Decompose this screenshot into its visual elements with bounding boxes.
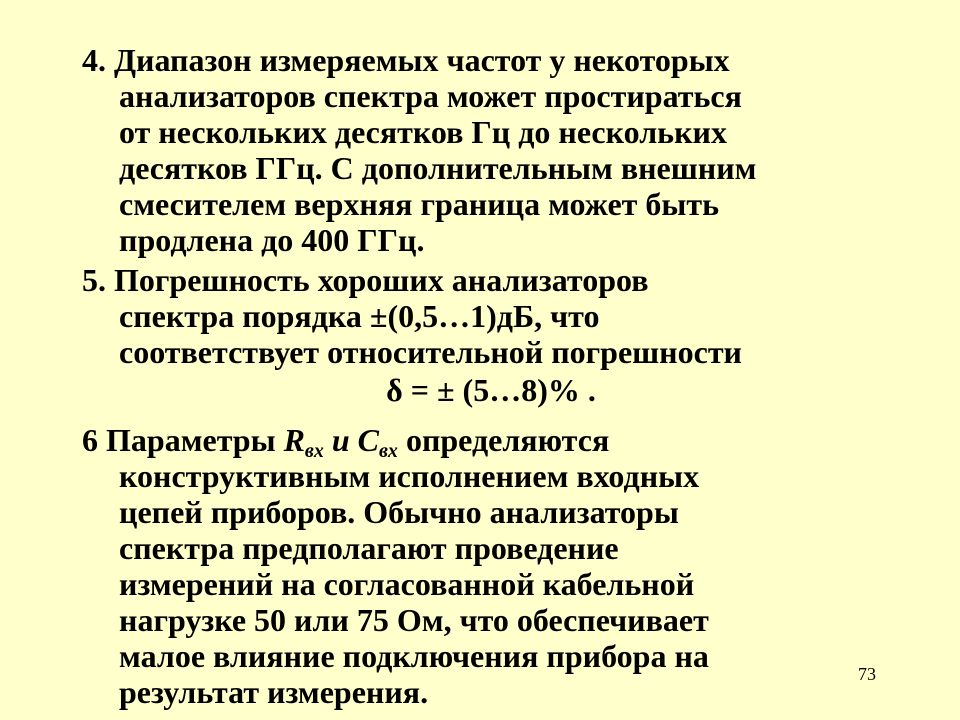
item-6-prefix: 6 Параметры: [82, 422, 284, 458]
item-4-line-3: от нескольких десятков Гц до нескольких: [119, 114, 727, 150]
item-6-line-8: результат измерения.: [119, 674, 429, 710]
c-subscript: вх: [379, 440, 398, 462]
item-5-paragraph: [82, 262, 882, 370]
item-4-line-4: десятков ГГц. С дополнительным внешним: [119, 150, 757, 186]
item-6-line-4: спектра предполагают проведение: [119, 530, 619, 566]
item-4-line-2: анализаторов спектра может простираться: [119, 78, 742, 114]
error-formula-text: δ = ± (5…8)% .: [386, 372, 596, 408]
item-6-line-2: конструктивным исполнением входных: [119, 458, 700, 494]
item-6-line-3: цепей приборов. Обычно анализаторы: [119, 494, 679, 530]
item-6-suffix: определяются: [397, 422, 610, 458]
item-6-line-6: нагрузке 50 или 75 Ом, что обеспечивает: [119, 602, 709, 638]
c-symbol: С: [357, 422, 379, 458]
item-6-line-5: измерений на согласованной кабельной: [119, 566, 695, 602]
page-number: 73: [858, 664, 876, 684]
item-5-line-3: соответствует относительной погрешности: [119, 334, 742, 370]
item-4-paragraph: [82, 42, 882, 258]
item-5-line-2: спектра порядка ±(0,5…1)дБ, что: [119, 298, 600, 334]
error-formula: [0, 372, 960, 408]
r-symbol: R: [283, 422, 305, 458]
item-6-line-7: малое влияние подключения прибора на: [119, 638, 709, 674]
item-4-line-1: 4. Диапазон измеряемых частот у некоторых: [82, 42, 730, 78]
item-6-paragraph: [82, 422, 882, 710]
item-6-line-1: [82, 422, 882, 462]
item-4-line-6: продлена до 400 ГГц.: [119, 222, 425, 258]
item-4-line-5: смесителем верхняя граница может быть: [119, 186, 719, 222]
item-5-line-1: 5. Погрешность хороших анализаторов: [82, 262, 649, 298]
r-subscript: вх: [304, 440, 324, 462]
item-6-conjunction: и: [323, 422, 358, 458]
